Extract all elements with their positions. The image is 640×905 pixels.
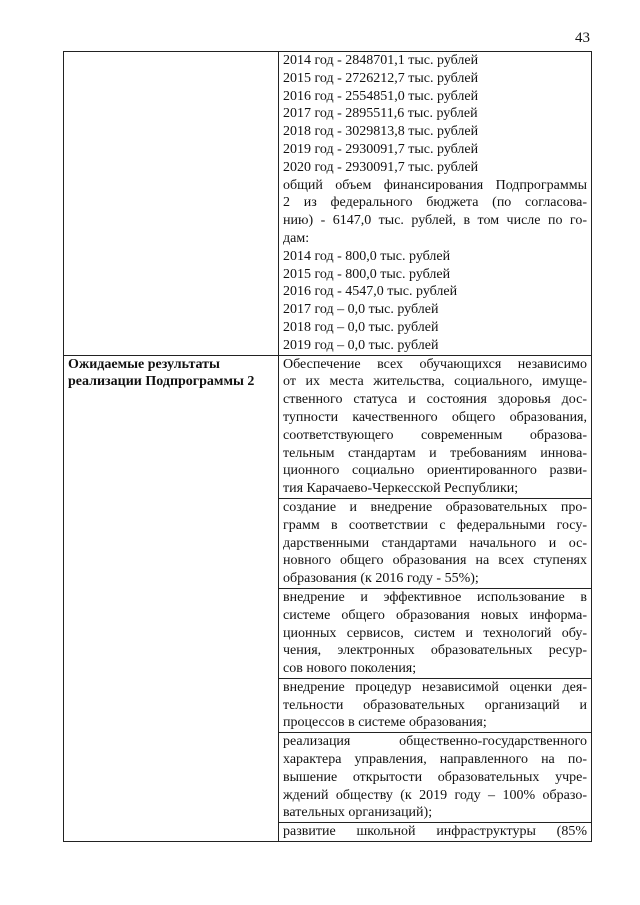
page-number: 43 [575,30,590,46]
result-line: от их места жительства, социального, имуще- [283,374,587,390]
financing-line: дам: [283,230,310,246]
financing-line: 2 из федерального бюджета (по согласова- [283,195,587,211]
financing-line: 2015 год - 800,0 тыс. рублей [283,266,451,282]
result-line: тия Карачаево-Черкесской Республики; [283,481,519,497]
financing-line: 2014 год - 2848701,1 тыс. рублей [283,53,479,68]
financing-line: 2016 год - 2554851,0 тыс. рублей [283,88,479,104]
financing-row [64,52,592,356]
result-item [283,823,587,841]
financing-line: общий объем финансирования Подпрограммы [283,177,587,193]
result-line: развитие школьной инфраструктуры (85% [283,824,587,840]
result-line: соответствующего современным образова- [283,427,587,443]
financing-line: 2017 год – 0,0 тыс. рублей [283,302,439,318]
result-line: создание и внедрение образовательных про- [283,499,587,515]
result-line: ционного социально ориентированного разви- [283,463,587,479]
expected-results-label-cell [64,355,279,842]
result-line: внедрение процедур независимой оценки дея- [283,679,587,695]
financing-line: 2018 год - 3029813,8 тыс. рублей [283,124,479,140]
financing-line: нию) - 6147,0 тыс. рублей, в том числе по го- [283,213,587,229]
result-line: чения, электронных образовательных ресур- [283,643,587,659]
subprogram-passport-table [63,51,592,842]
result-item [279,356,591,499]
financing-line: 2014 год - 800,0 тыс. рублей [283,248,451,264]
result-line: Обеспечение всех обучающихся независимо [283,356,587,372]
result-item [279,733,591,823]
result-line: вышение открытости образовательных учре- [283,769,587,785]
result-line: ственного статуса и состояния здоровья дос- [283,392,587,408]
expected-results-content-cell [279,355,592,842]
financing-line: 2020 год - 2930091,7 тыс. рублей [283,159,479,175]
result-item [279,499,591,589]
financing-line: 2015 год - 2726212,7 тыс. рублей [283,70,479,86]
result-line: дарственными стандартами начального и ос- [283,535,587,551]
result-line: ждений обществу (к 2019 году – 100% образо- [283,787,587,803]
result-line: внедрение и эффективное использование в [283,589,587,605]
result-line: реализация общественно-государственного [283,734,587,750]
financing-row-content-cell [279,52,592,356]
result-line: тельным стандартам и требованиям иннова- [283,445,587,461]
result-line: сов нового поколения; [283,661,417,677]
expected-results-row [64,355,592,842]
financing-line: 2018 год – 0,0 тыс. рублей [283,319,439,335]
financing-line: 2019 год – 0,0 тыс. рублей [283,337,439,353]
expected-results-title-line: реализации Подпрограммы 2 [68,374,255,390]
expected-results-title-line: Ожидаемые результаты [68,356,220,372]
result-line: вательных организаций); [283,805,433,821]
result-line: новного общего образования на всех ступенях [283,553,587,569]
result-item [279,679,591,733]
financing-line: 2017 год - 2895511,6 тыс. рублей [283,106,478,122]
result-line: системе общего образования новых информа- [283,607,587,623]
result-line: тельности образовательных организаций и [283,697,587,713]
result-line: грамм в соответствии с федеральными госу- [283,517,587,533]
financing-line: 2019 год - 2930091,7 тыс. рублей [283,141,479,157]
result-item [279,589,591,679]
financing-line: 2016 год - 4547,0 тыс. рублей [283,284,458,300]
result-line: образования (к 2016 году - 55%); [283,571,479,587]
result-line: ционных сервисов, систем и технологий обу- [283,625,587,641]
result-line: тупности качественного общего образования, [283,409,587,425]
result-line: процессов в системе образования; [283,715,487,731]
result-line: характера управления, направленного на по- [283,752,587,768]
financing-row-label-cell [64,52,279,356]
